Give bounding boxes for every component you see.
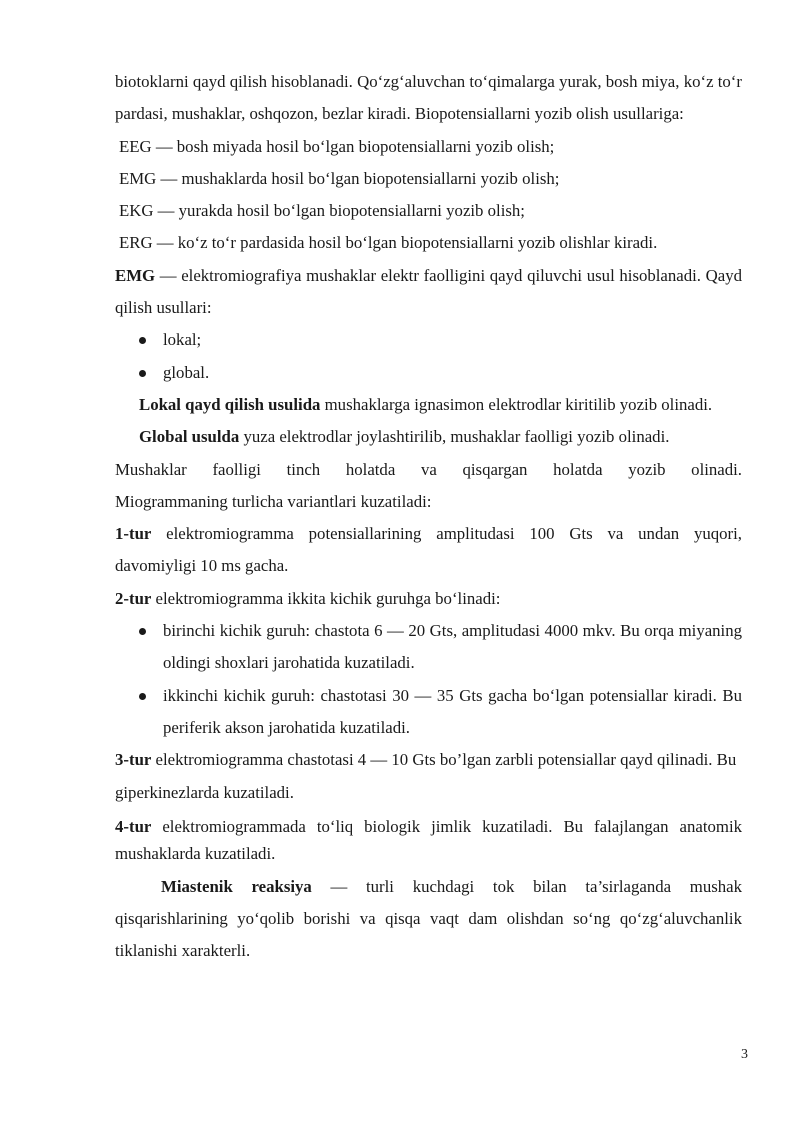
emg-paragraph <box>115 260 742 325</box>
global-term: Global usulda <box>139 427 240 447</box>
type2-paragraph <box>115 583 742 615</box>
myasthenic-text: — turli kuchdagi tok bilan ta’sirlaganda mushak qisqarishlarining yo‘qolib borishi va qisqa vaqt dam olishdan so‘ng qo‘zg‘aluvchanlik tiklanishi xarakterli. <box>115 876 742 961</box>
emg-text: — elektromiografiya mushaklar elektr faolligini qayd qiluvchi usul hisoblanadi. Qayd qilish usullari: <box>115 265 742 318</box>
bullet-icon <box>139 337 146 344</box>
type4-term: 4-tur <box>115 816 152 836</box>
list-item-text: lokal; <box>163 330 202 350</box>
type3-term: 3-tur <box>115 750 152 770</box>
list-item-text: global. <box>163 362 210 382</box>
list-item <box>115 615 742 680</box>
method-emg: EMG — mushaklarda hosil bo‘lgan biopotensiallarni yozib olish; <box>119 168 560 188</box>
list-item-text: birinchi kichik guruh: chastota 6 — 20 Gts, amplitudasi 4000 mkv. Bu orqa miyaning oldingi shoxlari jarohatida kuzatiladi. <box>163 621 742 673</box>
bullet-icon <box>139 693 146 700</box>
local-term: Lokal qayd qilish usulida <box>139 394 321 414</box>
type1-term: 1-tur <box>115 524 152 544</box>
variants-intro: Miogrammaning turlicha variantlari kuzatiladi: <box>115 491 432 511</box>
myasthenic-term: Miastenik reaksiya <box>161 876 312 896</box>
myasthenic-paragraph <box>115 871 742 968</box>
type2-term: 2-tur <box>115 588 152 608</box>
emg-term: EMG <box>115 265 156 285</box>
recording-methods-list <box>115 324 742 389</box>
method-erg: ERG — ko‘z to‘r pardasida hosil bo‘lgan biopotensiallarni yozib olishlar kiradi. <box>119 233 658 253</box>
type3-text: elektromiogramma chastotasi 4 — 10 Gts bo’lgan zarbli potensiallar qayd qilinadi. Bu giperkinezlarda kuzatiladi. <box>115 750 737 802</box>
type1-paragraph <box>115 518 742 583</box>
method-ekg: EKG — yurakda hosil bo‘lgan biopotensiallarni yozib olish; <box>119 201 525 221</box>
type4-paragraph <box>115 813 742 867</box>
local-paragraph <box>115 389 742 421</box>
page-number: 3 <box>741 1047 748 1062</box>
bullet-icon <box>139 370 146 377</box>
type2-text: elektromiogramma ikkita kichik guruhga bo‘linadi: <box>151 588 501 608</box>
global-paragraph <box>115 421 742 453</box>
local-text: mushaklarga ignasimon elektrodlar kiritilib yozib olinadi. <box>320 394 713 414</box>
method-eeg: EEG — bosh miyada hosil bo‘lgan biopotensiallarni yozib olish; <box>119 136 555 156</box>
global-text: yuza elektrodlar joylashtirilib, mushaklar faolligi yozib olinadi. <box>239 427 670 447</box>
list-item <box>115 324 742 356</box>
list-item-text: ikkinchi kichik guruh: chastotasi 30 — 35 Gts gacha bo‘lgan potensiallar kiradi. Bu periferik akson jarohatida kuzatiladi. <box>163 685 742 737</box>
type4-text: elektromiogrammada to‘liq biologik jimlik kuzatiladi. Bu falajlangan anatomik mushaklarda kuzatiladi. <box>115 816 742 863</box>
intro-paragraph: biotoklarni qayd qilish hisoblanadi. Qo‘zg‘aluvchan to‘qimalarga yurak, bosh miya, ko‘z to‘r pardasi, mushaklar, oshqozon, bezlar kiradi. Biopotensiallarni yozib olish usullariga: <box>115 72 742 124</box>
activity-line: Mushaklar faolligi tinch holatda va qisqargan holatda yozib olinadi. <box>115 459 742 479</box>
bullet-icon <box>139 628 146 635</box>
type1-text: elektromiogramma potensiallarining amplitudasi 100 Gts va undan yuqori, davomiyligi 10 ms gacha. <box>115 524 742 576</box>
subgroups-list <box>115 615 742 744</box>
list-item <box>115 680 742 745</box>
list-item <box>115 357 742 389</box>
type3-paragraph <box>115 744 742 809</box>
